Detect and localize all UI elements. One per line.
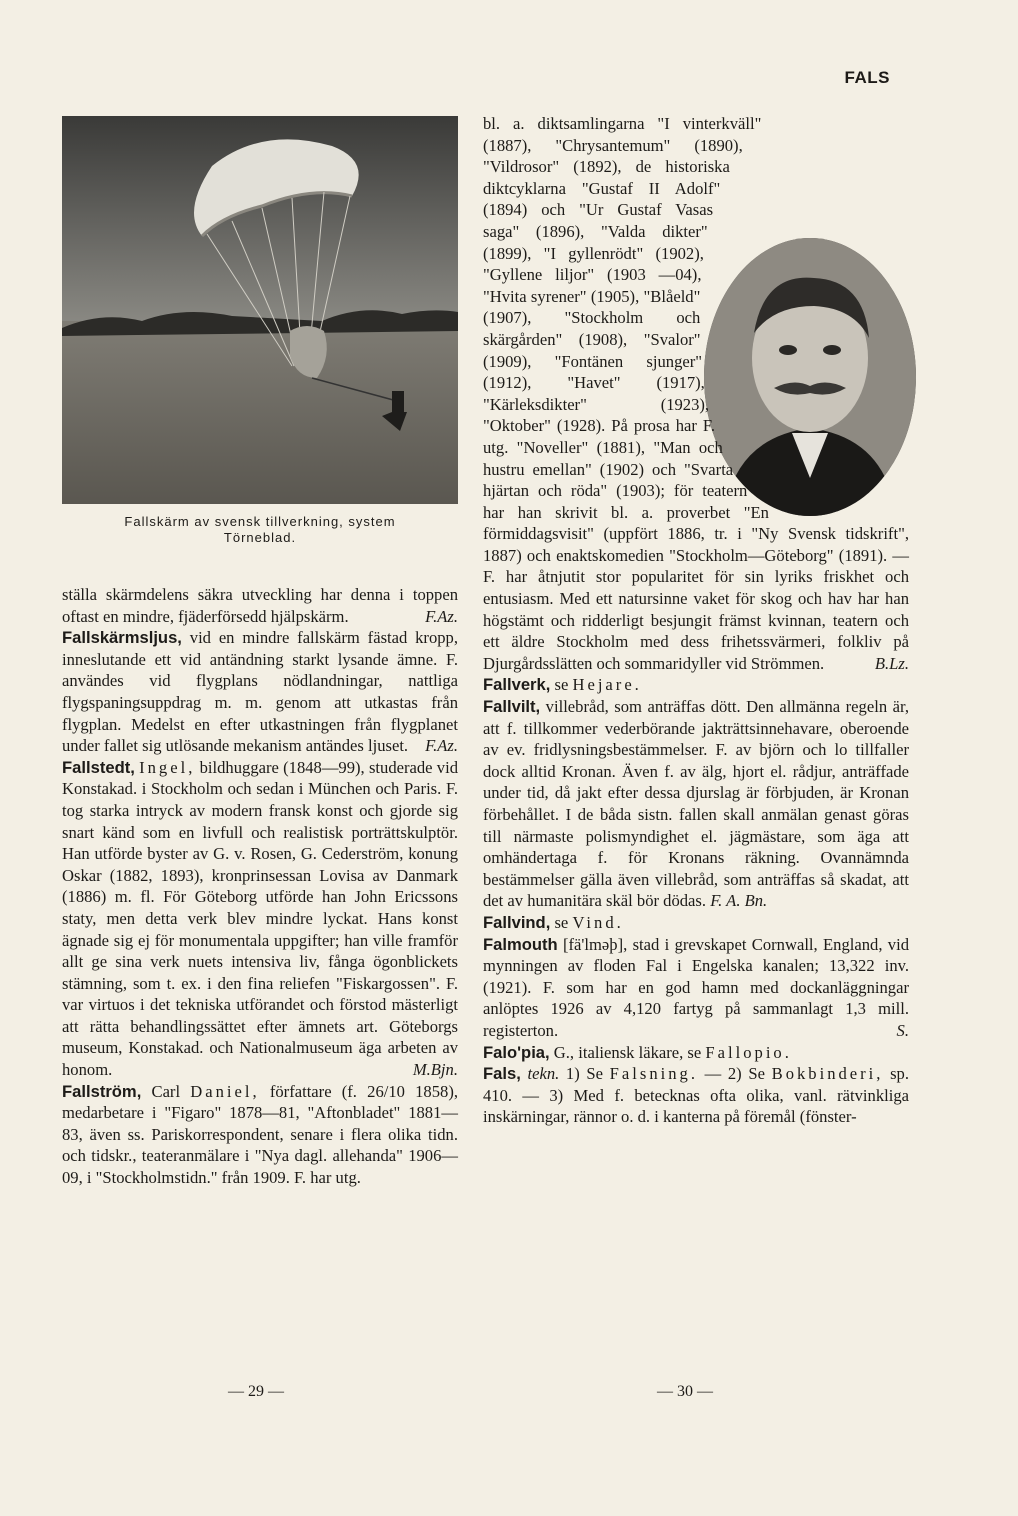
headword: Fallstedt, — [62, 757, 135, 777]
headword: Falmouth — [483, 934, 558, 954]
caption-line-2: Törneblad. — [223, 530, 297, 545]
page-number-right: — 30 — — [657, 1383, 713, 1400]
entry-fallstrom — [62, 1081, 458, 1189]
entry-text: bildhuggare (1848—99), studerade vid Konstakad. i Stockholm och sedan i München och Paris. F. tog starka intryck av modern fransk konst och gjorde sig snart känd som en livfull och realistisk porträttskulptör. Han utförde byster av G. v. Rosen, G. Cederström, konung Oskar (1882, 1893), kronprinsessan Lovisa av Danmark (1886) m. fl. För Göteborg utförde han John Ericssons staty, men detta verk blev mindre lyckat. Hans konst ägnade sig ej för monumentala uppgifter; han ville framför allt ge sina verk nuets intensiva liv, fånga ögonblickets stämning, som t. ex. i den fina reliefen "Fiskargossen". F. var virtuos i det tekniska utförandet och förstod mästerligt att rätta behandlingssättet efter ämnets art. Göteborgs museum, Konstakad. och Nationalmuseum äga arbeten av honom. — [62, 757, 458, 1080]
entry-text-a: se — [550, 912, 573, 932]
signature: M.Bjn. — [412, 1060, 458, 1080]
entry-text: författare (f. 26/10 1858), medarbetare i "Figaro" 1878—81, "Aftonbladet" 1881—83, även ss. Pariskorrespondent, senare i flera olika tidn. och tidskr., teateranmälare i "Nya dagl. allehanda" 1906—09, i "Stockholmstidn." från 1909. F. har utg. — [62, 1081, 458, 1188]
abbrev-tekn: tekn. — [520, 1064, 560, 1084]
signature: B.Lz. — [874, 653, 909, 673]
spaced-ref-2: Bokbinderi, — [771, 1064, 884, 1084]
entry-text: [fä'lməþ], stad i grevskapet Cornwall, England, vid mynningen av floden Fal i Engelska kanalen; 13,322 inv. (1921). F. som har en god hamn med dockanläggningar anlöptes 1926 av 4,120 fartyg på sammanlagt 1,3 mill. registerton. — [483, 934, 909, 1040]
entry-text-a: se — [550, 675, 573, 695]
headword: Fallverk, — [483, 675, 551, 695]
entry-text-a: 1) Se — [559, 1064, 610, 1084]
headword: Fallskärmsljus, — [62, 628, 182, 648]
entry-fallskarmsljus — [62, 627, 458, 757]
signature: F.Az. — [425, 606, 458, 626]
entry-fallvind — [483, 912, 909, 934]
figure-caption — [62, 514, 458, 546]
spaced-ref: Fallopio. — [705, 1042, 792, 1062]
parachute-photo — [62, 116, 458, 504]
headword: Fallvind, — [483, 912, 551, 932]
spaced-ref-1: Falsning. — [609, 1064, 698, 1084]
entry-text-a: Carl — [141, 1081, 191, 1101]
entry-fallverk — [483, 674, 909, 696]
entry-falopia — [483, 1042, 909, 1064]
entry-text: villebråd, som anträffas dött. Den allmänna regeln är, att f. tillkommer vederbörande jakträttsinnehavare, oberoende av ev. fridlysningsbestämmelser. F. av björn och lo tillfaller dock alltid Kronan. Även f. av älg, hjort el. rådjur, anträffade under tid, då jakt efter dessa djurslag är förbjuden, är Kronan förbehållet. I de båda sistn. fallen skall anmälan genast göras till närmaste polismyndighet el. jägmästare, som äga att omhändertaga f. för Kronans räkning. Ovannämnda bestämmelser gälla även villebråd, som anträffas så skadat, att det av humanitära skäl bör dödas. — [483, 697, 909, 911]
headword: Falo'pia, — [483, 1042, 550, 1062]
spaced-ref: Vind. — [572, 912, 624, 932]
entry-text-a: G., italiensk läkare, se — [549, 1042, 706, 1062]
right-column — [483, 113, 909, 1128]
headword: Fallvilt, — [483, 697, 541, 717]
headword: Fallström, — [62, 1081, 142, 1101]
spaced-name: Ingel, — [139, 757, 196, 777]
entry-fallstedt — [62, 757, 458, 1081]
entry-falmouth — [483, 934, 909, 1042]
headword: Fals, — [483, 1064, 521, 1084]
signature: F.Az. — [425, 736, 458, 756]
signature: S. — [896, 1020, 909, 1040]
spaced-ref: Hejare. — [572, 675, 642, 695]
entry-text-b: — 2) Se — [697, 1064, 772, 1084]
entry-text: vid en mindre fallskärm fästad kropp, inneslutande ett vid antändning starkt lysande ämne. F. användes vid flygplans nödlandningar, nattliga flygspaningsuppdrag m. m. genom att utkastas från flygplan. Medelst en efter utkastningen från flygplanet under fallet sig utlösande mekanism antändes ljuset. — [62, 628, 458, 756]
caption-line-1: Fallskärm av svensk tillverkning, system — [124, 514, 396, 529]
entry-text: ställa skärmdelens säkra utveckling har denna i toppen oftast en mindre, fjäderförsedd hjälpskärm. — [62, 585, 458, 626]
left-column — [62, 584, 458, 1189]
entry-fals — [483, 1063, 909, 1128]
running-head: FALS — [844, 68, 890, 87]
page-number-left: — 29 — — [228, 1383, 284, 1400]
spaced-name: Daniel, — [190, 1081, 260, 1101]
entry-text: bl. a. diktsamlingarna "I vinterkväll" (1887), "Chrysantemum" (1890), "Vildrosor" (1892), de historiska diktcyklarna "Gustaf II Adolf" (1894) och "Ur Gustaf Vasas saga" (1896), "Valda dikter" (1899), "I gyllenrödt" (1902), "Gyllene liljor" (1903 —04), "Hvita syrener" (1905), "Blåeld" (1907), "Stockholm och skärgården" (1908), "Svalor" (1909), "Fontänen sjunger" (1912), "Havet" (1917), "Kärleksdikter" (1923), "Oktober" (1928). På prosa har F. utg. "Noveller" (1881), "Man och hustru emellan" (1902) och "Svarta hjärtan och röda" (1903); för teatern har han skrivit bl. a. proverbet "En förmiddagsvisit" (uppfört 1886, tr. i "Ny Svensk tidskrift", 1887) och enaktskomedien "Stockholm—Göteborg" (1891). — F. har åtnjutit stor popularitet för sin lyriks friskhet och entusiasm. Med ett natursinne vaket för skog och hav har han högstämt och ridderligt besjungit främst kvinnan, teatern och ett äldre Stockholm med dess frihetssvärmeri, folkliv på Djurgårdsslätten och sommaridyller vid Strömmen. — [483, 114, 909, 673]
entry-text: sp. 410. — 3) Med f. betecknas ofta olika, vanl. rätvinkliga inskärningar, rännor o. d. i kanterna på föremål (fönster- — [483, 1064, 909, 1127]
entry-fallvilt — [483, 696, 909, 912]
signature: F. A. Bn. — [710, 891, 768, 911]
entry-fallskarm-cont — [62, 584, 458, 627]
